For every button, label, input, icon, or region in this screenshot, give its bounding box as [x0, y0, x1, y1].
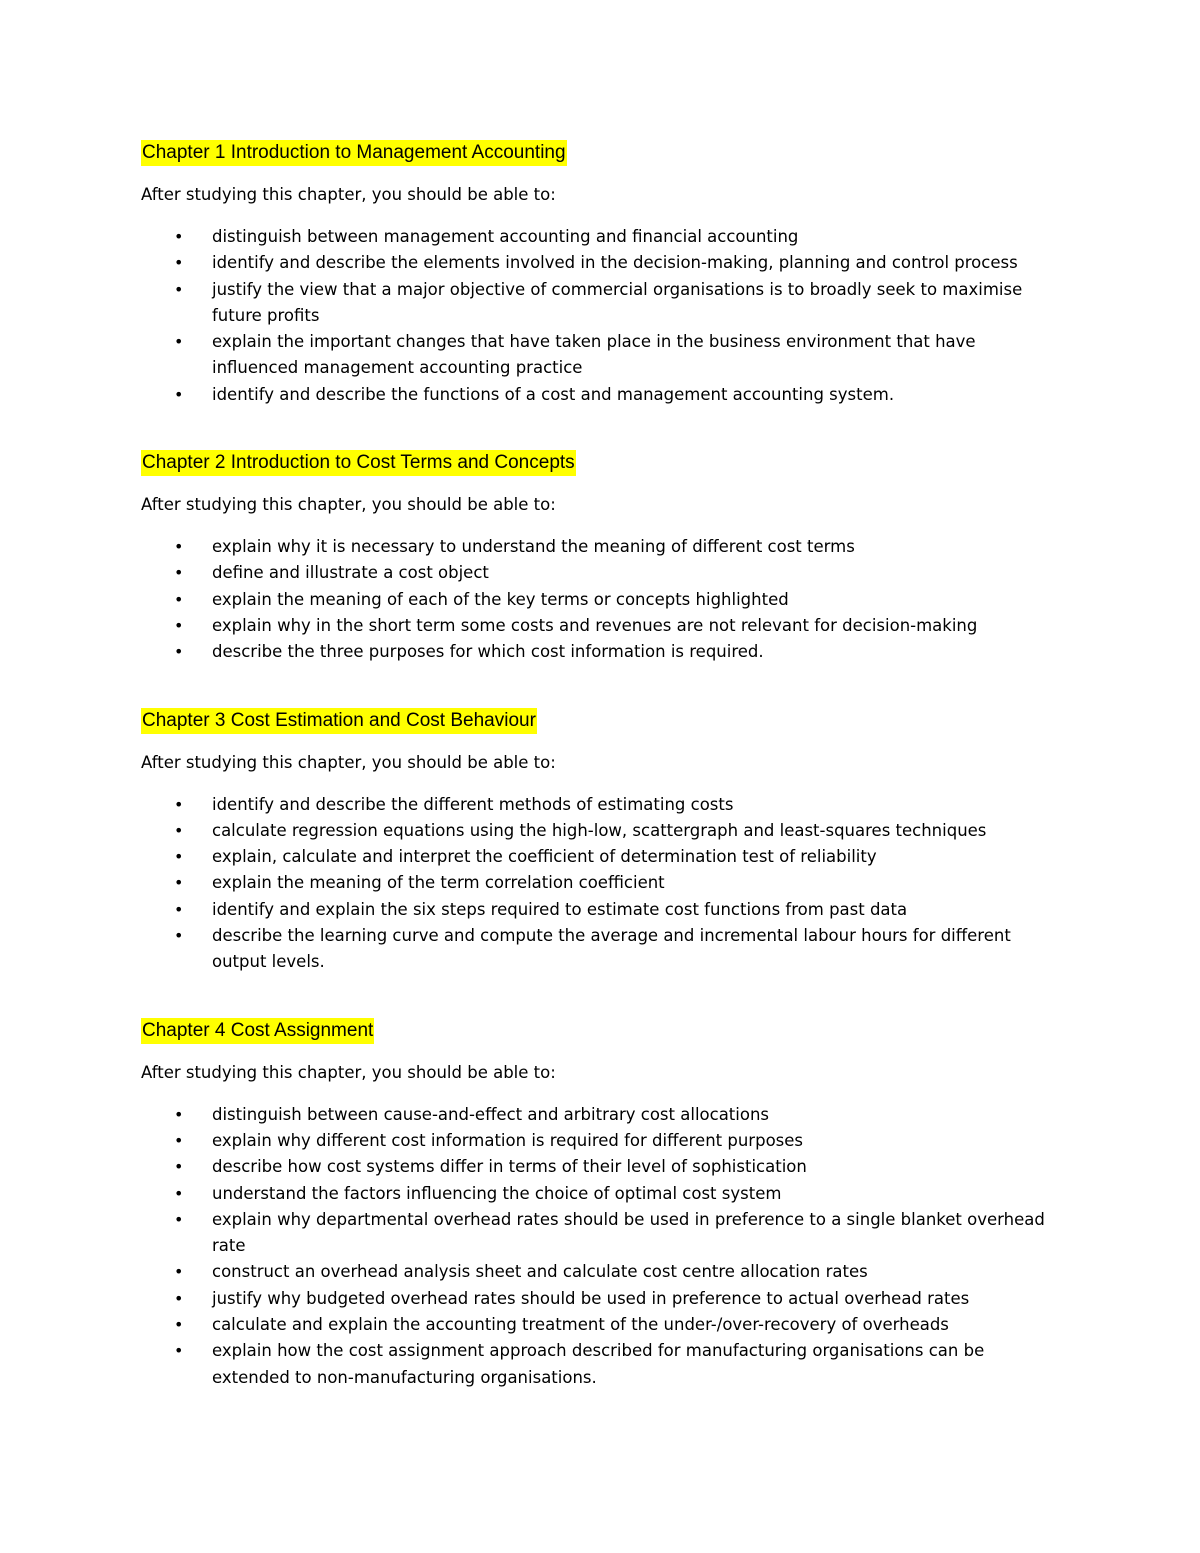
objective-text: explain the important changes that have taken place in the business environment that have influenced management accounting practice	[212, 332, 976, 378]
chapter-title: Chapter 1 Introduction to Management Accounting	[141, 140, 567, 166]
chapter-intro: After studying this chapter, you should be able to:	[141, 1062, 556, 1082]
list-item	[141, 1102, 1061, 1128]
chapter-3	[141, 708, 1061, 976]
objective-text: identify and describe the functions of a cost and management accounting system.	[212, 384, 895, 404]
bullet-icon: •	[174, 820, 184, 840]
chapter-title: Chapter 3 Cost Estimation and Cost Behaviour	[141, 708, 537, 734]
bullet-icon: •	[174, 1341, 184, 1361]
chapter-intro: After studying this chapter, you should be able to:	[141, 495, 556, 515]
objective-text: justify the view that a major objective of commercial organisations is to broadly seek to maximise future profits	[212, 279, 1023, 325]
bullet-icon: •	[174, 332, 184, 352]
list-item	[141, 329, 1061, 382]
list-item	[141, 897, 1061, 923]
objective-text: identify and describe the different methods of estimating costs	[212, 794, 734, 814]
objectives-list	[141, 792, 1061, 976]
objective-text: distinguish between cause-and-effect and arbitrary cost allocations	[212, 1104, 770, 1124]
list-item	[141, 1154, 1061, 1180]
list-item	[141, 277, 1061, 330]
bullet-icon: •	[174, 563, 184, 583]
list-item	[141, 534, 1061, 560]
objective-text: explain, calculate and interpret the coefficient of determination test of reliability	[212, 847, 877, 867]
list-item	[141, 1181, 1061, 1207]
bullet-icon: •	[174, 1288, 184, 1308]
objective-text: justify why budgeted overhead rates should be used in preference to actual overhead rates	[212, 1288, 970, 1308]
bullet-icon: •	[174, 253, 184, 273]
bullet-icon: •	[174, 926, 184, 946]
bullet-icon: •	[174, 847, 184, 867]
document-page	[141, 140, 1061, 1433]
list-item	[141, 639, 1061, 665]
objective-text: explain why it is necessary to understand the meaning of different cost terms	[212, 537, 855, 557]
objectives-list	[141, 534, 1061, 665]
objective-text: describe how cost systems differ in terms of their level of sophistication	[212, 1157, 807, 1177]
list-item	[141, 1312, 1061, 1338]
list-item	[141, 1128, 1061, 1154]
bullet-icon: •	[174, 615, 184, 635]
objective-text: understand the factors influencing the choice of optimal cost system	[212, 1183, 782, 1203]
chapter-title: Chapter 4 Cost Assignment	[141, 1018, 374, 1044]
bullet-icon: •	[174, 537, 184, 557]
objectives-list	[141, 224, 1061, 408]
bullet-icon: •	[174, 384, 184, 404]
objectives-list	[141, 1102, 1061, 1391]
list-item	[141, 792, 1061, 818]
objective-text: explain why different cost information is required for different purposes	[212, 1130, 804, 1150]
bullet-icon: •	[174, 589, 184, 609]
list-item	[141, 250, 1061, 276]
objective-text: calculate regression equations using the high-low, scattergraph and least-squares techniques	[212, 820, 987, 840]
bullet-icon: •	[174, 279, 184, 299]
objective-text: define and illustrate a cost object	[212, 563, 489, 583]
list-item	[141, 870, 1061, 896]
chapter-1	[141, 140, 1061, 408]
list-item	[141, 818, 1061, 844]
list-item	[141, 1207, 1061, 1260]
bullet-icon: •	[174, 1157, 184, 1177]
bullet-icon: •	[174, 1183, 184, 1203]
chapter-4	[141, 1018, 1061, 1391]
bullet-icon: •	[174, 1209, 184, 1229]
list-item	[141, 613, 1061, 639]
objective-text: explain why in the short term some costs and revenues are not relevant for decision-making	[212, 615, 978, 635]
objective-text: identify and describe the elements involved in the decision-making, planning and control process	[212, 253, 1018, 273]
chapter-intro: After studying this chapter, you should be able to:	[141, 185, 556, 204]
list-item	[141, 923, 1061, 976]
list-item	[141, 560, 1061, 586]
objective-text: construct an overhead analysis sheet and calculate cost centre allocation rates	[212, 1262, 868, 1282]
chapter-intro: After studying this chapter, you should be able to:	[141, 752, 556, 772]
objective-text: identify and explain the six steps required to estimate cost functions from past data	[212, 899, 908, 919]
bullet-icon: •	[174, 227, 184, 246]
objective-text: explain how the cost assignment approach described for manufacturing organisations can be extended to non-manufacturing organisations.	[212, 1341, 985, 1387]
objective-text: describe the three purposes for which cost information is required.	[212, 642, 764, 662]
list-item	[141, 224, 1061, 250]
bullet-icon: •	[174, 899, 184, 919]
objective-text: explain the meaning of the term correlation coefficient	[212, 873, 665, 893]
bullet-icon: •	[174, 1315, 184, 1335]
objective-text: calculate and explain the accounting treatment of the under-/over-recovery of overheads	[212, 1315, 949, 1335]
objective-text: describe the learning curve and compute the average and incremental labour hours for different output levels.	[212, 926, 1011, 972]
list-item	[141, 1338, 1061, 1391]
chapter-title: Chapter 2 Introduction to Cost Terms and Concepts	[141, 450, 576, 476]
objective-text: explain the meaning of each of the key terms or concepts highlighted	[212, 589, 789, 609]
objective-text: explain why departmental overhead rates should be used in preference to a single blanket overhead rate	[212, 1209, 1045, 1256]
bullet-icon: •	[174, 642, 184, 662]
bullet-icon: •	[174, 873, 184, 893]
bullet-icon: •	[174, 1130, 184, 1150]
list-item	[141, 587, 1061, 613]
list-item	[141, 1259, 1061, 1285]
list-item	[141, 844, 1061, 870]
list-item	[141, 382, 1061, 408]
bullet-icon: •	[174, 1104, 184, 1124]
objective-text: distinguish between management accounting and financial accounting	[212, 227, 799, 246]
bullet-icon: •	[174, 1262, 184, 1282]
chapter-2	[141, 450, 1061, 665]
bullet-icon: •	[174, 794, 184, 814]
list-item	[141, 1286, 1061, 1312]
